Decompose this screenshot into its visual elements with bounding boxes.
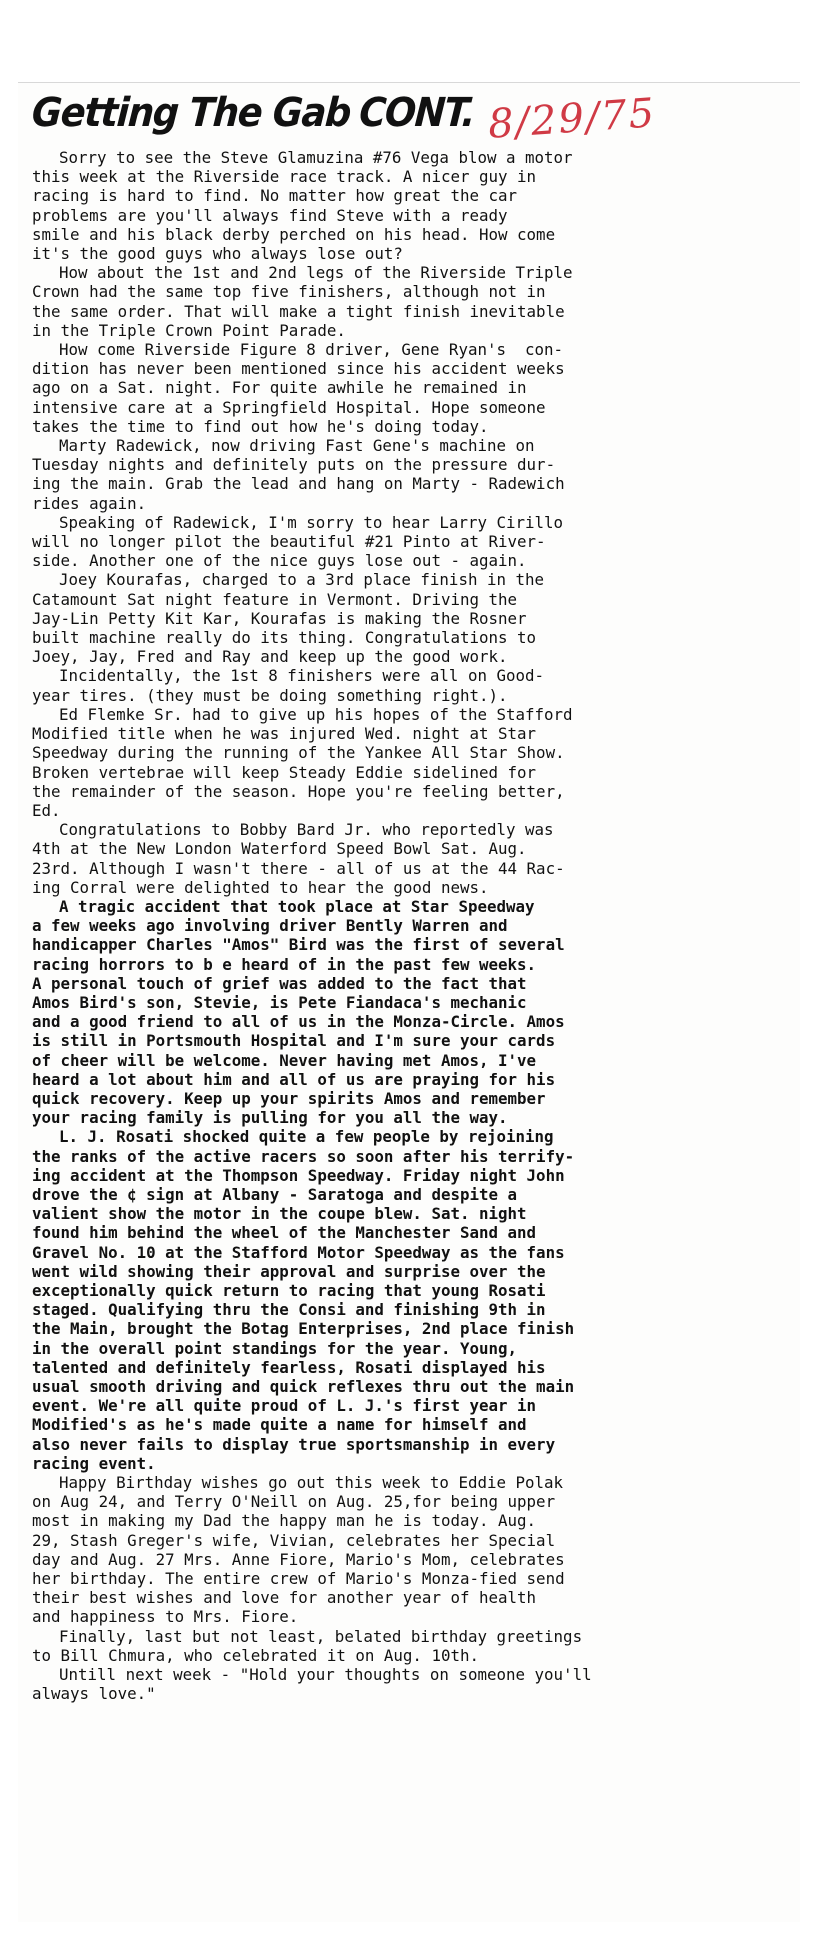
- article-paragraph: [32, 897, 798, 1127]
- paragraph-line: built machine really do its thing. Congratulations to: [32, 628, 537, 648]
- paragraph-line: side. Another one of the nice guys lose out - again.: [32, 551, 527, 571]
- newspaper-clipping: [18, 82, 800, 1922]
- paragraph-line: ing accident at the Thompson Speedway. Friday night John: [32, 1165, 565, 1185]
- paragraph-line: found him behind the wheel of the Manchester Sand and: [32, 1223, 537, 1243]
- paragraph-line: Happy Birthday wishes go out this week to Eddie Polak: [59, 1473, 564, 1493]
- paragraph-line: racing event.: [32, 1453, 156, 1473]
- column-title-text: Getting The Gab: [30, 90, 352, 136]
- paragraph-line: A tragic accident that took place at Star Speedway: [59, 896, 535, 916]
- paragraph-line: Modified's as he's made quite a name for himself and: [32, 1415, 527, 1435]
- paragraph-line: in the Triple Crown Point Parade.: [32, 320, 346, 340]
- paragraph-line: Broken vertebrae will keep Steady Eddie sidelined for: [32, 762, 537, 782]
- article-paragraph: [32, 148, 798, 263]
- paragraph-line: Modified title when he was injured Wed. night at Star: [32, 724, 537, 744]
- paragraph-line: will no longer pilot the beautiful #21 Pinto at River-: [32, 532, 546, 552]
- paragraph-line: Tuesday nights and definitely puts on the pressure dur-: [32, 455, 556, 475]
- paragraph-line: handicapper Charles "Amos" Bird was the first of several: [32, 935, 565, 955]
- paragraph-line: Finally, last but not least, belated birthday greetings: [59, 1626, 583, 1646]
- paragraph-line: their best wishes and love for another year of health: [32, 1588, 537, 1608]
- article-paragraph: [32, 1627, 798, 1665]
- paragraph-line: to Bill Chmura, who celebrated it on Aug. 10th.: [32, 1645, 479, 1665]
- paragraph-line: day and Aug. 27 Mrs. Anne Fiore, Mario's Mom, celebrates: [32, 1549, 565, 1569]
- paragraph-line: Ed Flemke Sr. had to give up his hopes of the Stafford: [59, 704, 573, 724]
- paragraph-line: event. We're all quite proud of L. J.'s first year in: [32, 1396, 537, 1416]
- handwritten-date: 8/29/75: [486, 90, 658, 148]
- paragraph-line: ing the main. Grab the lead and hang on Marty - Radewich: [32, 474, 565, 494]
- paragraph-line: How come Riverside Figure 8 driver, Gene Ryan's con-: [59, 340, 564, 360]
- paragraph-line: rides again.: [32, 493, 147, 513]
- paragraph-line: her birthday. The entire crew of Mario's Monza-fied send: [32, 1569, 565, 1589]
- article-paragraph: [32, 666, 798, 704]
- paragraph-line: How about the 1st and 2nd legs of the Riverside Triple: [59, 263, 573, 283]
- paragraph-line: racing horrors to b e heard of in the past few weeks.: [32, 954, 537, 974]
- article-body: [32, 148, 798, 1703]
- paragraph-line: Amos Bird's son, Stevie, is Pete Fiandaca's mechanic: [32, 992, 527, 1012]
- paragraph-line: the ranks of the active racers so soon after his terrify-: [32, 1146, 575, 1166]
- paragraph-line: racing is hard to find. No matter how great the car: [32, 186, 518, 206]
- paragraph-line: smile and his black derby perched on his head. How come: [32, 224, 556, 244]
- paragraph-line: Joey Kourafas, charged to a 3rd place finish in the: [59, 570, 545, 590]
- paragraph-line: problems are you'll always find Steve with a ready: [32, 205, 508, 225]
- paragraph-line: ago on a Sat. night. For quite awhile he remained in: [32, 378, 527, 398]
- paragraph-line: talented and definitely fearless, Rosati displayed his: [32, 1357, 546, 1377]
- paragraph-line: the remainder of the season. Hope you're feeling better,: [32, 781, 565, 801]
- paragraph-line: and happiness to Mrs. Fiore.: [32, 1607, 299, 1627]
- paragraph-line: usual smooth driving and quick reflexes thru out the main: [32, 1377, 575, 1396]
- paragraph-line: also never fails to display true sportsmanship in every: [32, 1434, 556, 1454]
- paragraph-line: Marty Radewick, now driving Fast Gene's machine on: [59, 436, 535, 456]
- paragraph-line: year tires. (they must be doing something right.).: [32, 685, 508, 705]
- paragraph-line: the same order. That will make a tight finish inevitable: [32, 301, 565, 321]
- paragraph-line: dition has never been mentioned since his accident weeks: [32, 359, 565, 379]
- paragraph-line: is still in Portsmouth Hospital and I'm sure your cards: [32, 1031, 556, 1051]
- paragraph-line: always love.": [32, 1684, 156, 1704]
- column-title-suffix: CONT.: [357, 90, 476, 136]
- paragraph-line: in the overall point standings for the year. Young,: [32, 1338, 518, 1358]
- paragraph-line: 4th at the New London Waterford Speed Bowl Sat. Aug.: [32, 839, 527, 859]
- paragraph-line: Catamount Sat night feature in Vermont. Driving the: [32, 589, 518, 609]
- paragraph-line: quick recovery. Keep up your spirits Amos and remember: [32, 1088, 546, 1108]
- paragraph-line: Gravel No. 10 at the Stafford Motor Speedway as the fans: [32, 1242, 565, 1262]
- paragraph-line: Ed.: [32, 800, 61, 820]
- paragraph-line: it's the good guys who always lose out?: [32, 244, 403, 264]
- paragraph-line: staged. Qualifying thru the Consi and finishing 9th in: [32, 1300, 546, 1320]
- paragraph-line: Crown had the same top five finishers, although not in: [32, 282, 546, 302]
- paragraph-line: L. J. Rosati shocked quite a few people by rejoining: [59, 1127, 554, 1147]
- paragraph-line: drove the ¢ sign at Albany - Saratoga and despite a: [32, 1184, 518, 1204]
- article-paragraph: [32, 705, 798, 820]
- paragraph-line: Jay-Lin Petty Kit Kar, Kourafas is making the Rosner: [32, 608, 527, 628]
- paragraph-line: went wild showing their approval and surprise over the: [32, 1261, 546, 1281]
- paragraph-line: A personal touch of grief was added to the fact that: [32, 973, 527, 993]
- article-paragraph: [32, 1473, 798, 1627]
- paragraph-line: ing Corral were delighted to hear the good news.: [32, 877, 489, 897]
- paragraph-line: Untill next week - "Hold your thoughts on someone you'll: [59, 1665, 592, 1685]
- paragraph-line: heard a lot about him and all of us are praying for his: [32, 1069, 556, 1089]
- paragraph-line: takes the time to find out how he's doing today.: [32, 416, 489, 436]
- clipping-top-edge: [18, 82, 800, 83]
- article-paragraph: [32, 570, 798, 666]
- paragraph-line: a few weeks ago involving driver Bently Warren and: [32, 916, 508, 936]
- article-paragraph: [32, 263, 798, 340]
- paragraph-line: intensive care at a Springfield Hospital. Hope someone: [32, 397, 546, 417]
- column-title: [31, 90, 476, 136]
- paragraph-line: most in making my Dad the happy man he is today. Aug.: [32, 1511, 537, 1531]
- paragraph-line: Joey, Jay, Fred and Ray and keep up the good work.: [32, 647, 508, 667]
- article-paragraph: [32, 436, 798, 513]
- paragraph-line: Congratulations to Bobby Bard Jr. who reportedly was: [59, 820, 554, 840]
- paragraph-line: on Aug 24, and Terry O'Neill on Aug. 25,for being upper: [32, 1492, 556, 1512]
- paragraph-line: your racing family is pulling for you all the way.: [32, 1108, 508, 1128]
- paragraph-line: exceptionally quick return to racing that young Rosati: [32, 1280, 546, 1300]
- paragraph-line: Incidentally, the 1st 8 finishers were all on Good-: [59, 666, 545, 686]
- paragraph-line: valient show the motor in the coupe blew. Sat. night: [32, 1204, 527, 1224]
- paragraph-line: Speaking of Radewick, I'm sorry to hear Larry Cirillo: [59, 512, 564, 532]
- paragraph-line: of cheer will be welcome. Never having met Amos, I've: [32, 1050, 537, 1070]
- article-paragraph: [32, 513, 798, 571]
- paragraph-line: this week at the Riverside race track. A nicer guy in: [32, 167, 537, 187]
- paragraph-line: Speedway during the running of the Yankee All Star Show.: [32, 743, 565, 763]
- paragraph-line: Sorry to see the Steve Glamuzina #76 Vega blow a motor: [59, 148, 573, 167]
- paragraph-line: 29, Stash Greger's wife, Vivian, celebrates her Special: [32, 1530, 556, 1550]
- article-paragraph: [32, 1665, 798, 1703]
- article-paragraph: [32, 340, 798, 436]
- article-paragraph: [32, 1127, 798, 1473]
- paragraph-line: 23rd. Although I wasn't there - all of us at the 44 Rac-: [32, 858, 565, 878]
- article-paragraph: [32, 820, 798, 897]
- paragraph-line: and a good friend to all of us in the Monza-Circle. Amos: [32, 1012, 565, 1032]
- paragraph-line: the Main, brought the Botag Enterprises, 2nd place finish: [32, 1319, 575, 1339]
